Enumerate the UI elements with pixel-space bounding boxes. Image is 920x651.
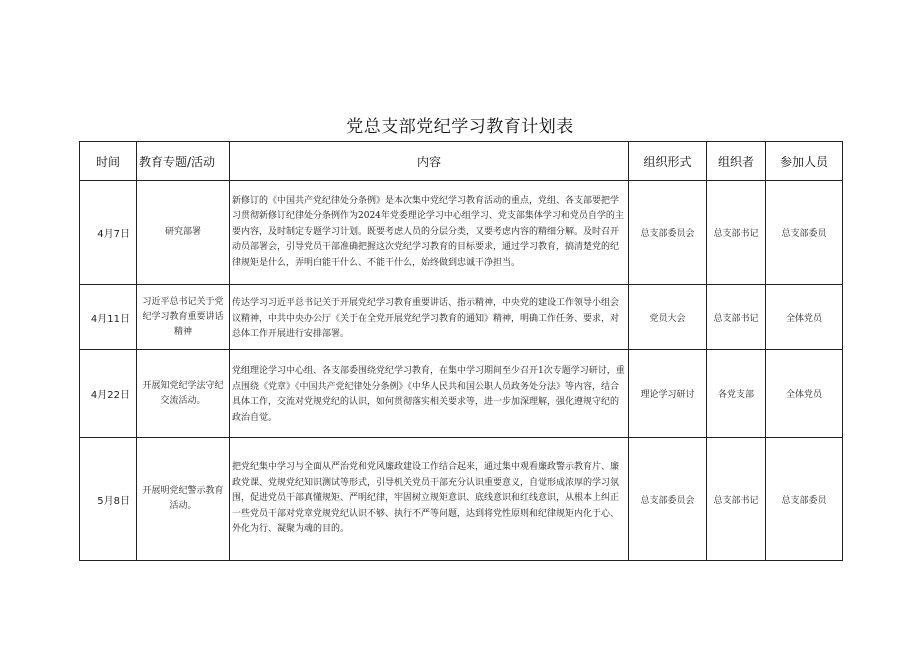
row-topic: 习近平总书记关于党纪学习教育重要讲话精神 [137,285,230,350]
row-organizer: 总支部书记 [707,438,766,561]
row-content: 党组理论学习中心组、各支部委围绕党纪学习教育，在集中学习期间至少召开1次专题学习研讨，重点围绕《党章》《中国共产党纪律处分条例》《中华人民共和国公职人员政务处分法》等内容，结合具体工作，交流对党规党纪的认识，如何贯彻落实相关要求等，进一步加深理解，强化遵规守纪的政治自觉。 [230,350,629,438]
row-topic: 开展知党纪学法守纪交流活动。 [137,350,230,438]
table-row [80,181,843,285]
row-organizer: 各党支部 [707,350,766,438]
row-organizer: 总支部书记 [707,285,766,350]
row-topic: 研究部署 [137,181,230,285]
table-header-row [80,142,843,181]
row-form: 总支部委员会 [629,438,707,561]
table-row [80,285,843,350]
row-date: 5月8日 [80,438,137,561]
row-participants: 总支部委员 [766,181,843,285]
row-participants: 总支部委员 [766,438,843,561]
header-organizer: 组织者 [707,142,766,181]
row-form: 总支部委员会 [629,181,707,285]
row-date: 4月22日 [80,350,137,438]
row-content: 传达学习习近平总书记关于开展党纪学习教育重要讲话、指示精神，中央党的建设工作领导小组会议精神，中共中央办公厅《关于在全党开展党纪学习教育的通知》精神，明确工作任务、要求，对总体工作开展进行安排部署。 [230,285,629,350]
header-participants: 参加人员 [766,142,843,181]
row-participants: 全体党员 [766,285,843,350]
row-topic: 开展明党纪警示教育活动。 [137,438,230,561]
header-form: 组织形式 [629,142,707,181]
row-date: 4月11日 [80,285,137,350]
row-form: 理论学习研讨 [629,350,707,438]
header-content: 内容 [230,142,629,181]
row-organizer: 总支部书记 [707,181,766,285]
header-time: 时间 [80,142,137,181]
table-row [80,438,843,561]
table-row [80,350,843,438]
row-content: 把党纪集中学习与全面从严治党和党风廉政建设工作结合起来，通过集中观看廉政警示教育片、廉政党课、党规党纪知识测试等形式，引导机关党员干部充分认识重要意义，自觉形成浓厚的学习氛围，促进党员干部真懂规矩、严明纪律，牢固树立规矩意识、底线意识和红线意识，从根本上纠正一些党员干部对党章党规党纪认识不够、执行不严等问题，达到将党性原则和纪律规矩内化于心、外化为行、凝聚为魂的目的。 [230,438,629,561]
row-date: 4月7日 [80,181,137,285]
row-participants: 全体党员 [766,350,843,438]
header-topic: 教育专题/活动 [137,142,230,181]
page-title: 党总支部党纪学习教育计划表 [346,117,574,137]
plan-table [79,141,843,561]
row-form: 党员大会 [629,285,707,350]
row-content: 新修订的《中国共产党纪律处分条例》是本次集中党纪学习教育活动的重点，党组、各支部要把学习贯彻新修订纪律处分条例作为2024年党委理论学习中心组学习、党支部集体学习和党员自学的主要内容，及时制定专题学习计划。既要考虑人员的分层分类，又要考虑内容的精细分解。及时召开动员部署会，引导党员干部准确把握这次党纪学习教育的目标要求，通过学习教育，搞清楚党的纪律规矩是什么，弄明白能干什么、不能干什么，始终做到忠诚干净担当。 [230,181,629,285]
